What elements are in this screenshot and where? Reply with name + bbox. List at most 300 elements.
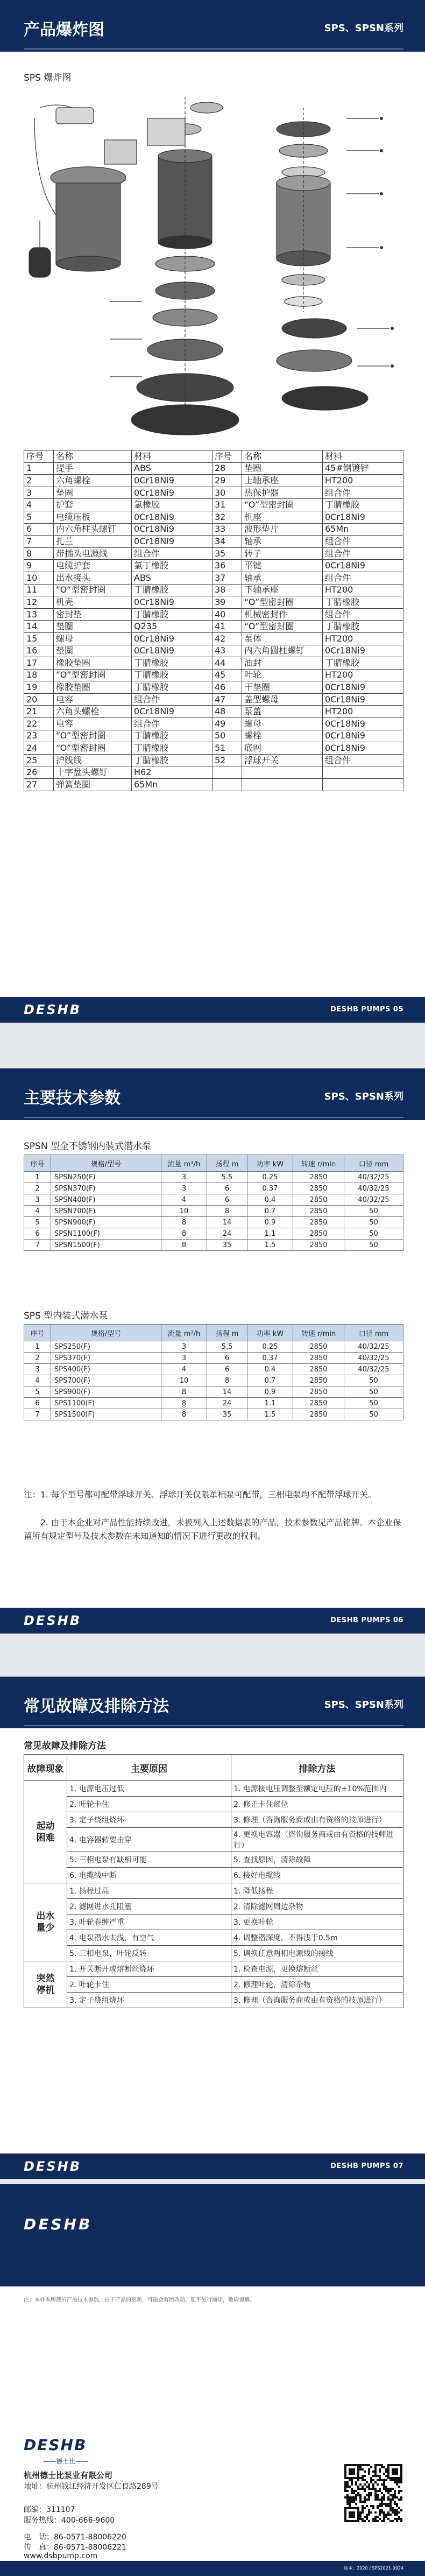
- table-cell: 2850: [293, 1364, 344, 1375]
- table-row: [24, 706, 403, 718]
- address-label: 地址：: [24, 2482, 46, 2491]
- table-cell: 2850: [293, 1206, 344, 1217]
- table-cell: SPSN900(F): [51, 1217, 161, 1228]
- table-cell: 37: [212, 572, 242, 584]
- table-cell: “O”型密封圈: [242, 621, 323, 633]
- fault-cause: 4. 电容器转要击穿: [67, 1828, 231, 1852]
- table-cell: 2850: [293, 1228, 344, 1240]
- table-cell: 丁腈橡胶: [132, 657, 212, 670]
- table-cell: 35: [212, 547, 242, 560]
- fault-fix: 5. 调换任意两相电源线的接线: [231, 1946, 403, 1961]
- table-cell: 8: [161, 1398, 207, 1409]
- page-tech-specs: [0, 1068, 425, 1634]
- table-cell: 4: [24, 499, 54, 511]
- table-cell: 24: [207, 1398, 247, 1409]
- table-cell: 24: [207, 1228, 247, 1240]
- table-cell: 5: [24, 1217, 51, 1228]
- brand-logo: DESHB: [24, 1002, 81, 1017]
- table-cell: 机壳: [54, 596, 132, 609]
- table-cell: 23: [24, 730, 54, 742]
- table-cell: 50: [344, 1228, 403, 1240]
- fault-cause: 6. 电缆线中断: [67, 1868, 231, 1883]
- table-row: [24, 1930, 403, 1946]
- page-footer: [0, 1608, 425, 1634]
- table-cell: 电缆压板: [54, 511, 132, 523]
- fault-cause: 4. 电泵潜水太浅，有空气: [67, 1930, 231, 1946]
- table-cell: “O”型密封圈: [242, 596, 323, 609]
- page-troubleshooting: [0, 1677, 425, 2180]
- table-cell: 11: [24, 584, 54, 596]
- table-cell: [212, 766, 242, 779]
- series-label: SPS、SPSN系列: [324, 1091, 403, 1102]
- page-gap: [0, 2180, 425, 2184]
- table-cell: HT200: [323, 669, 403, 681]
- col-header: 主要原因: [67, 1755, 231, 1781]
- table-cell: 组合件: [132, 718, 212, 730]
- table-cell: HT200: [323, 632, 403, 645]
- table-cell: 19: [24, 681, 54, 694]
- table-cell: 组合件: [323, 487, 403, 499]
- table-row: [24, 1946, 403, 1961]
- address-block: [24, 2482, 174, 2492]
- table-cell: 30: [212, 487, 242, 499]
- table-cell: 丁腈橡胶: [132, 681, 212, 694]
- fault-cause: 3. 叶轮卷缠严重: [67, 1915, 231, 1930]
- fault-fix: 2. 清除滤网周边杂物: [231, 1899, 403, 1915]
- fault-table: [24, 1754, 403, 2008]
- postcode-value: 311107: [46, 2505, 75, 2514]
- table-cell: 50: [344, 1375, 403, 1386]
- fault-fix: 5. 查找原因，清除故障: [231, 1852, 403, 1868]
- spec-table-header: [24, 1325, 403, 1341]
- fault-fix: 2. 修正卡住部位: [231, 1797, 403, 1812]
- table-cell: 2850: [293, 1386, 344, 1398]
- table-cell: 提手: [54, 462, 132, 475]
- table-cell: 50: [344, 1240, 403, 1251]
- table-cell: 2: [24, 1353, 51, 1364]
- table-cell: HT200: [323, 706, 403, 718]
- brand-logo: DESHB: [24, 2159, 81, 2174]
- table-row: [24, 632, 403, 645]
- table-cell: 0Cr18Ni9: [132, 487, 212, 499]
- table-row: [24, 657, 403, 670]
- table-cell: 0.7: [247, 1206, 293, 1217]
- fax-row: [24, 2542, 126, 2552]
- table-cell: 0Cr18Ni9: [323, 560, 403, 572]
- table-cell: 电容: [54, 693, 132, 706]
- table-cell: 8: [161, 1228, 207, 1240]
- table-cell: [242, 766, 323, 779]
- table-cell: HT200: [323, 584, 403, 596]
- table-cell: 50: [212, 730, 242, 742]
- table-row: [24, 1899, 403, 1915]
- table-cell: 组合件: [132, 693, 212, 706]
- table-row: [24, 536, 403, 548]
- table-cell: 电缆护套: [54, 560, 132, 572]
- page-number: DESHB PUMPS 05: [330, 1005, 403, 1013]
- table-cell: 0Cr18Ni9: [323, 730, 403, 742]
- table-cell: 0Cr18Ni9: [132, 596, 212, 609]
- table-cell: 29: [212, 475, 242, 487]
- table-cell: 组合件: [132, 547, 212, 560]
- table-cell: SPSN1100(F): [51, 1228, 161, 1240]
- table-cell: 丁腈橡胶: [323, 621, 403, 633]
- table-row: [24, 560, 403, 572]
- table-cell: 丁腈橡胶: [132, 754, 212, 766]
- table-cell: 垫圈: [54, 645, 132, 657]
- back-cover-banner: [0, 2184, 425, 2286]
- table-cell: SPS370(F): [51, 1353, 161, 1364]
- table-row: [24, 1240, 403, 1251]
- series-label: SPS、SPSN系列: [324, 1699, 403, 1711]
- brand-logo: DESHB: [24, 2215, 93, 2233]
- table-cell: 0Cr18Ni9: [323, 718, 403, 730]
- table-cell: 组合件: [323, 536, 403, 548]
- spec-table-header: [24, 1155, 403, 1172]
- col-header: 扬程 m: [207, 1155, 247, 1172]
- page-back-cover: [0, 2184, 425, 2576]
- table-cell: 38: [212, 584, 242, 596]
- table-cell: 31: [212, 499, 242, 511]
- table-cell: “O”型密封圈: [54, 730, 132, 742]
- table-row: [24, 1206, 403, 1217]
- col-header: 扬程 m: [207, 1325, 247, 1341]
- table-row: [24, 1812, 403, 1828]
- table-cell: 43: [212, 645, 242, 657]
- table-cell: 六角螺栓: [54, 475, 132, 487]
- table-row: [24, 1353, 403, 1364]
- table-cell: 34: [212, 536, 242, 548]
- table-cell: 丁腈橡胶: [323, 499, 403, 511]
- fault-cause: 2. 叶轮卡住: [67, 1797, 231, 1812]
- table-cell: 0.4: [247, 1364, 293, 1375]
- table-cell: 组合件: [323, 754, 403, 766]
- table-cell: 6: [207, 1194, 247, 1206]
- table-cell: 8: [161, 1240, 207, 1251]
- table-row: [24, 1409, 403, 1420]
- table-cell: “O”型密封圈: [54, 584, 132, 596]
- table-cell: SPS400(F): [51, 1364, 161, 1375]
- table-cell: 9: [24, 560, 54, 572]
- disclaimer: 注：本样本所载的产品技术参数，由于产品的更新，可能会有所改动，恕不另行通知，敬请谅解。: [24, 2297, 255, 2303]
- page-title: 常见故障及排除方法: [24, 1697, 169, 1716]
- parts-table-header: [24, 451, 403, 463]
- table-cell: 浮球开关: [242, 754, 323, 766]
- section-subtitle: 常见故障及排除方法: [24, 1741, 106, 1751]
- page-gap: [0, 1634, 425, 1677]
- table-cell: 50: [344, 1398, 403, 1409]
- col-header: 规格/型号: [51, 1155, 161, 1172]
- table-cell: Q235: [132, 621, 212, 633]
- table-cell: 1.5: [247, 1409, 293, 1420]
- fault-fix: 4. 更换电容器（咨询服务商或由有资格的技师进行）: [231, 1828, 403, 1852]
- table-cell: 氯丁橡胶: [132, 560, 212, 572]
- table-cell: 内六角柱头螺钉: [54, 523, 132, 536]
- table-cell: 电容: [54, 718, 132, 730]
- table-cell: 14: [24, 621, 54, 633]
- table-cell: 15: [24, 632, 54, 645]
- fault-cause: 2. 叶轮卡住: [67, 1977, 231, 1993]
- table-cell: 40/32/25: [344, 1172, 403, 1183]
- company-name: 杭州德士比泵业有限公司: [24, 2471, 113, 2480]
- table-cell: 14: [207, 1386, 247, 1398]
- table-cell: 35: [207, 1409, 247, 1420]
- table-cell: 8: [161, 1386, 207, 1398]
- table-cell: 13: [24, 608, 54, 621]
- table-row: [24, 754, 403, 766]
- table-cell: 轴承: [242, 572, 323, 584]
- table-cell: 4: [161, 1194, 207, 1206]
- fault-table-body: [24, 1781, 403, 2008]
- table-cell: 1: [24, 1172, 51, 1183]
- table-row: [24, 645, 403, 657]
- table-cell: 42: [212, 632, 242, 645]
- table-cell: 41: [212, 621, 242, 633]
- table-cell: 2850: [293, 1240, 344, 1251]
- table-cell: 0.9: [247, 1386, 293, 1398]
- col-header: 序号: [24, 451, 54, 463]
- table-cell: 丁腈橡胶: [132, 584, 212, 596]
- qr-code-icon: [344, 2464, 402, 2522]
- page-footer: [0, 2153, 425, 2179]
- fault-table-header: [24, 1755, 403, 1781]
- table-cell: 1.1: [247, 1228, 293, 1240]
- table-cell: 1: [24, 462, 54, 475]
- table-cell: 橡胶垫圈: [54, 681, 132, 694]
- table-cell: 7: [24, 536, 54, 548]
- table-cell: 8: [161, 1409, 207, 1420]
- fault-fix: 3. 修理（咨询服务商或由有资格的技师进行）: [231, 1993, 403, 2008]
- table-row: [24, 1172, 403, 1183]
- table-cell: 丁腈橡胶: [132, 608, 212, 621]
- table-cell: 组合件: [323, 572, 403, 584]
- fault-fix: 1. 降低扬程: [231, 1883, 403, 1899]
- table-cell: 上轴承座: [242, 475, 323, 487]
- table-cell: 扎兰: [54, 536, 132, 548]
- table-cell: ABS: [132, 572, 212, 584]
- table-cell: SPSN250(F): [51, 1172, 161, 1183]
- table-cell: 3: [24, 1364, 51, 1375]
- section-subtitle: SPS 爆炸图: [24, 73, 72, 83]
- parts-table-body: [24, 462, 403, 791]
- table-cell: 3: [161, 1353, 207, 1364]
- table-cell: 5.5: [207, 1341, 247, 1353]
- table-cell: HT200: [323, 475, 403, 487]
- version-label: 版本：2020 / SPS2021-0924: [344, 2566, 403, 2571]
- note-2: 2. 由于本企业对产品性能持续改进，未被列入上述数据表的产品，技术参数见产品铭牌。本企业保留所有规定型号及技术参数在未知通知的情况下进行更改的权利。: [24, 1518, 401, 1541]
- table-cell: 0Cr18Ni9: [132, 645, 212, 657]
- table-row: [24, 1398, 403, 1409]
- col-header: 口径 mm: [344, 1155, 403, 1172]
- table-row: [24, 730, 403, 742]
- col-header: 规格/型号: [51, 1325, 161, 1341]
- table-cell: 橡胶垫圈: [54, 657, 132, 670]
- page-footer: [0, 997, 425, 1023]
- table-cell: 机械密封件: [242, 608, 323, 621]
- table-cell: 0Cr18Ni9: [323, 693, 403, 706]
- hotline-row: [24, 2515, 115, 2525]
- table-cell: 50: [344, 1206, 403, 1217]
- table-cell: “O”型密封圈: [54, 742, 132, 755]
- table-cell: 泵盖: [242, 706, 323, 718]
- table-cell: 25: [24, 754, 54, 766]
- table-cell: 40/32/25: [344, 1364, 403, 1375]
- table-cell: SPSN700(F): [51, 1206, 161, 1217]
- table-cell: 0Cr18Ni9: [132, 523, 212, 536]
- table-cell: 1.5: [247, 1240, 293, 1251]
- table-cell: 0.37: [247, 1183, 293, 1194]
- table-row: [24, 1977, 403, 1993]
- table-row: [24, 475, 403, 487]
- table-cell: 组合件: [323, 547, 403, 560]
- col-header: 材料: [323, 451, 403, 463]
- fault-cause: 5. 三相电泵，叶轮反转: [67, 1946, 231, 1961]
- table-cell: 20: [24, 693, 54, 706]
- table-row: [24, 572, 403, 584]
- page-gap: [0, 1023, 425, 1068]
- table2-caption: SPS 型内装式潜水泵: [24, 1311, 108, 1321]
- table-cell: 护套: [54, 499, 132, 511]
- exploded-diagram: [24, 86, 403, 441]
- col-header: 序号: [24, 1325, 51, 1341]
- fault-cause: 1. 电源电压过低: [67, 1781, 231, 1797]
- fault-cause: 3. 定子绕组烧坏: [67, 1993, 231, 2008]
- table-row: [24, 1993, 403, 2008]
- table-cell: 2850: [293, 1375, 344, 1386]
- fault-fix: 1. 检查电源，更换熔断丝: [231, 1961, 403, 1977]
- table-cell: 6: [207, 1353, 247, 1364]
- table-cell: 3: [24, 487, 54, 499]
- company-logo-subtitle: ——德士比——: [43, 2458, 89, 2465]
- table-cell: 0.4: [247, 1194, 293, 1206]
- company-logo: DESHB: [24, 2436, 87, 2454]
- table-cell: 0.25: [247, 1172, 293, 1183]
- note-1: 注：1. 每个型号都可配带浮球开关、浮球开关仅限单相泵可配带，三相电泵均不配带浮球开关。: [24, 1490, 377, 1500]
- table-cell: 40/32/25: [344, 1353, 403, 1364]
- table-cell: 1: [24, 1341, 51, 1353]
- bottom-bar: [0, 2561, 425, 2576]
- table-cell: 0Cr18Ni9: [132, 632, 212, 645]
- table-cell: 平键: [242, 560, 323, 572]
- table-cell: ABS: [132, 462, 212, 475]
- spec-table-body: [24, 1341, 403, 1420]
- table-cell: 0.9: [247, 1217, 293, 1228]
- table-cell: 干垫圈: [242, 681, 323, 694]
- table-cell: 49: [212, 718, 242, 730]
- table-cell: 27: [24, 779, 54, 791]
- table-cell: 机座: [242, 511, 323, 523]
- table-cell: 氯橡胶: [132, 499, 212, 511]
- phone-label: 电 话：: [24, 2533, 54, 2542]
- table-cell: 26: [24, 766, 54, 779]
- table-cell: 转子: [242, 547, 323, 560]
- table-cell: 0Cr18Ni9: [323, 681, 403, 694]
- table-cell: 弹簧垫圈: [54, 779, 132, 791]
- page-title: 主要技术参数: [24, 1089, 121, 1108]
- table-cell: 46: [212, 681, 242, 694]
- col-header: 序号: [24, 1155, 51, 1172]
- table-cell: 2850: [293, 1194, 344, 1206]
- table-cell: 18: [24, 669, 54, 681]
- fault-cause: 2. 滤网进水孔阻塞: [67, 1899, 231, 1915]
- table-cell: 50: [344, 1217, 403, 1228]
- table-cell: 丁腈橡胶: [132, 669, 212, 681]
- fault-cause: 3. 定子绕组烧坏: [67, 1812, 231, 1828]
- header-divider: [24, 1725, 403, 1726]
- table-cell: 6: [24, 1398, 51, 1409]
- website-link[interactable]: www.dsbpump.com: [24, 2552, 98, 2560]
- fault-phenomenon: 突然停机: [24, 1961, 67, 2008]
- table-row: [24, 1228, 403, 1240]
- table-cell: 17: [24, 657, 54, 670]
- spec-table-body: [24, 1172, 403, 1251]
- header-divider: [24, 48, 403, 50]
- col-header: 流量 m³/h: [161, 1325, 207, 1341]
- address-value: 杭州钱江经济开发区仁良路289号: [46, 2482, 159, 2491]
- table-cell: 7: [24, 1409, 51, 1420]
- table-cell: 47: [212, 693, 242, 706]
- table-cell: 2850: [293, 1217, 344, 1228]
- table-cell: 10: [161, 1375, 207, 1386]
- table-row: [24, 1341, 403, 1353]
- page-number: DESHB PUMPS 07: [330, 2162, 403, 2170]
- table-cell: 十字盘头螺钉: [54, 766, 132, 779]
- table-cell: 油封: [242, 657, 323, 670]
- table-row: [24, 1852, 403, 1868]
- table-row: [24, 718, 403, 730]
- table-cell: 40/32/25: [344, 1183, 403, 1194]
- fault-fix: 3. 更换叶轮: [231, 1915, 403, 1930]
- table-cell: 轴承: [242, 536, 323, 548]
- table-cell: 3: [161, 1183, 207, 1194]
- table-cell: 波形垫片: [242, 523, 323, 536]
- table-cell: 21: [24, 706, 54, 718]
- hotline-label: 服务热线：: [24, 2516, 61, 2525]
- table-cell: 4: [161, 1364, 207, 1375]
- table-cell: 下轴承座: [242, 584, 323, 596]
- table-cell: 2850: [293, 1353, 344, 1364]
- table-cell: 65Mn: [132, 779, 212, 791]
- table-row: [24, 1781, 403, 1797]
- fault-phenomenon: 起动困难: [24, 1781, 67, 1883]
- table-row: [24, 499, 403, 511]
- spec-table-spsn: [24, 1155, 403, 1251]
- table-row: [24, 596, 403, 609]
- table-cell: 36: [212, 560, 242, 572]
- postcode-label: 邮编：: [24, 2505, 46, 2514]
- table-cell: 39: [212, 596, 242, 609]
- table-cell: SPS1100(F): [51, 1398, 161, 1409]
- table-cell: 出水接头: [54, 572, 132, 584]
- spec-table-sps: [24, 1324, 403, 1420]
- table-cell: 5.5: [207, 1172, 247, 1183]
- table-cell: 8: [24, 547, 54, 560]
- table-cell: 6: [24, 523, 54, 536]
- table-cell: 盖型螺母: [242, 693, 323, 706]
- table-cell: 50: [344, 1409, 403, 1420]
- table-row: [24, 1797, 403, 1812]
- table-cell: 5: [24, 1386, 51, 1398]
- table-cell: [242, 779, 323, 791]
- table-cell: 垫圈: [54, 487, 132, 499]
- table-row: [24, 1217, 403, 1228]
- table-cell: 组合件: [323, 608, 403, 621]
- table-row: [24, 693, 403, 706]
- fault-cause: 5. 三相电泵有缺相可能: [67, 1852, 231, 1868]
- table-row: [24, 523, 403, 536]
- table-cell: 10: [24, 572, 54, 584]
- table-cell: 0Cr18Ni9: [132, 511, 212, 523]
